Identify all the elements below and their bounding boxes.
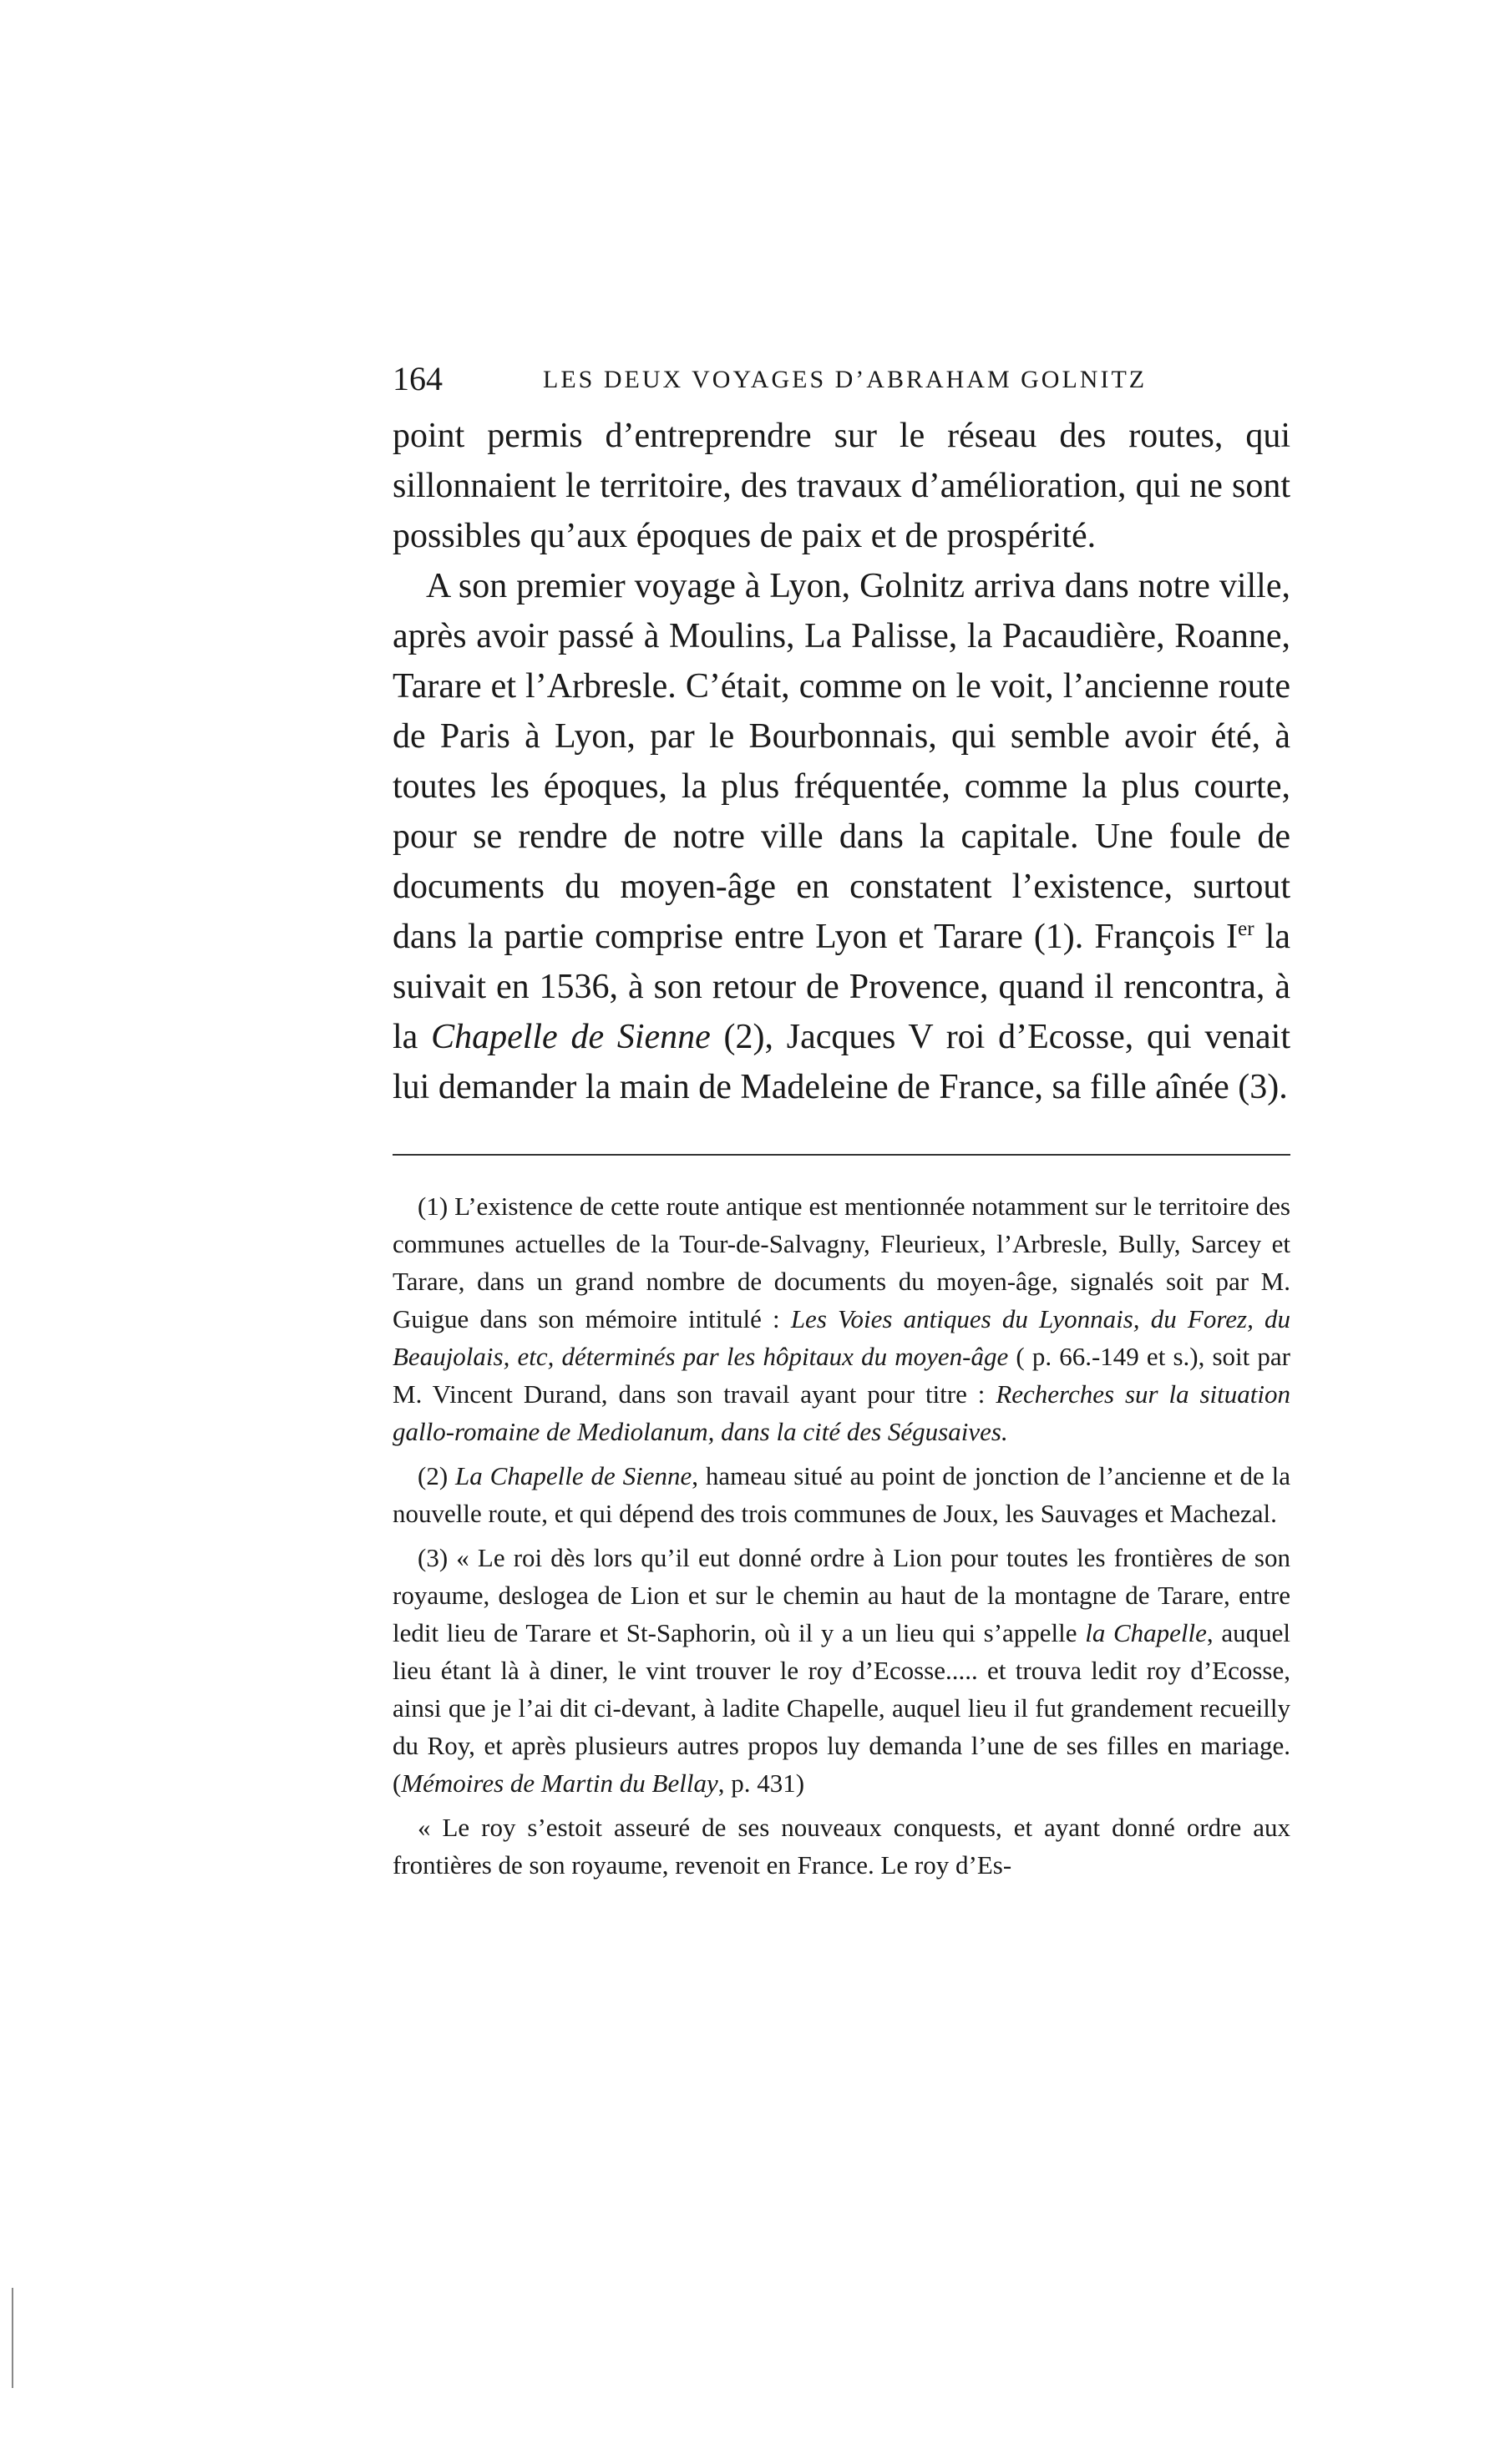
footnote-3-italic-1: la Chapelle bbox=[1085, 1618, 1207, 1647]
chapelle-de-sienne-italic: Chapelle de Sienne bbox=[431, 1018, 711, 1056]
footnote-3-continuation: « Le roy s’estoit asseuré de ses nouveaux conquests, et ayant donné ordre aux frontières de son royaume, revenoit en France. Le roy d’Es- bbox=[393, 1813, 1290, 1880]
footnote-3 bbox=[393, 1539, 1290, 1802]
page-header bbox=[393, 359, 1290, 401]
paragraph-2-text-b: la suivait en 1536, à son retour de Provence, quand il rencontra, à la bbox=[393, 918, 1290, 1056]
footnote-3-italic-2: Mémoires de Martin du Bellay bbox=[401, 1768, 718, 1798]
main-text bbox=[393, 411, 1290, 1112]
footnote-2-number: (2) bbox=[418, 1461, 456, 1490]
running-title: LES DEUX VOYAGES D’ABRAHAM GOLNITZ bbox=[543, 366, 1148, 393]
footnote-1 bbox=[393, 1187, 1290, 1450]
footnote-2-text: , hameau situé au point de jonction de l’ancienne et de la nouvelle route, et qui dépend des trois communes de Joux, les Sauvages et Machezal. bbox=[393, 1461, 1290, 1528]
footnote-1-title-1: Les Voies antiques du Lyonnais, du Forez, du Beaujolais, etc, déterminés par les hôpitaux du moyen-âge bbox=[393, 1304, 1290, 1371]
paragraph-2-text-c: (2), Jacques V roi d’Ecosse, qui venait lui demander la main de Madeleine de France, sa fille aînée (3). bbox=[393, 1018, 1290, 1106]
footnote-1-text-b: ( p. 66.-149 et s.), soit par M. Vincent Durand, dans son travail ayant pour titre : bbox=[393, 1342, 1290, 1409]
footnote-2 bbox=[393, 1457, 1290, 1532]
page-content bbox=[393, 359, 1290, 1890]
footnote-1-title-2: Recherches sur la situation gallo-romaine de Mediolanum, dans la cité des Ségusaives. bbox=[393, 1379, 1290, 1446]
paragraph-2-text-a: A son premier voyage à Lyon, Golnitz arriva dans notre ville, après avoir passé à Moulins, La Palisse, la Pacaudière, Roanne, Tarare et l’Arbresle. C’était, comme on le voit, l’ancienne route de Paris à Lyon, par le Bourbonnais, qui semble avoir été, à toutes les époques, la plus fréquentée, comme la plus courte, pour se rendre de notre ville dans la capitale. Une foule de documents du moyen-âge en constatent l’existence, surtout dans la partie comprise entre Lyon et Tarare (1). François I bbox=[393, 567, 1290, 956]
footnote-separator bbox=[393, 1154, 1290, 1156]
footnotes bbox=[393, 1187, 1290, 1884]
footnote-3-text-c: , p. 431) bbox=[717, 1768, 805, 1798]
footnote-1-text-a: (1) L’existence de cette route antique est mentionnée notamment sur le territoire des communes actuelles de la Tour-de-Salvagny, Fleurieux, l’Arbresle, Bully, Sarcey et Tarare, dans un grand nombre de documents du moyen-âge, signalés soit par M. Guigue dans son mémoire intitulé : bbox=[393, 1192, 1290, 1333]
footnote-3-text-b: , auquel lieu étant là à diner, le vint trouver le roy d’Ecosse..... et trouva ledit roy d’Ecosse, ainsi que je l’ai dit ci-devant, à ladite Chapelle, auquel lieu il fut grandement recueilly du Roy, et après plusieurs autres propos luy demanda l’une de ses filles en mariage. ( bbox=[393, 1618, 1290, 1798]
scan-edge-mark bbox=[12, 2288, 13, 2388]
paragraph-1: point permis d’entreprendre sur le réseau des routes, qui sillonnaient le territoire, des travaux d’amélioration, qui ne sont possibles qu’aux époques de paix et de prospérité. bbox=[393, 417, 1290, 555]
paragraph-2 bbox=[393, 561, 1290, 1112]
superscript-er: er bbox=[1238, 918, 1254, 940]
footnote-2-italic: La Chapelle de Sienne bbox=[455, 1461, 692, 1490]
footnote-3-text-a: (3) « Le roi dès lors qu’il eut donné ordre à Lion pour toutes les frontières de son royaume, deslogea de Lion et sur le chemin au haut de la montagne de Tarare, entre ledit lieu de Tarare et St-Saphorin, où il y a un lieu qui s’appelle bbox=[393, 1543, 1290, 1647]
page-number: 164 bbox=[393, 360, 443, 397]
